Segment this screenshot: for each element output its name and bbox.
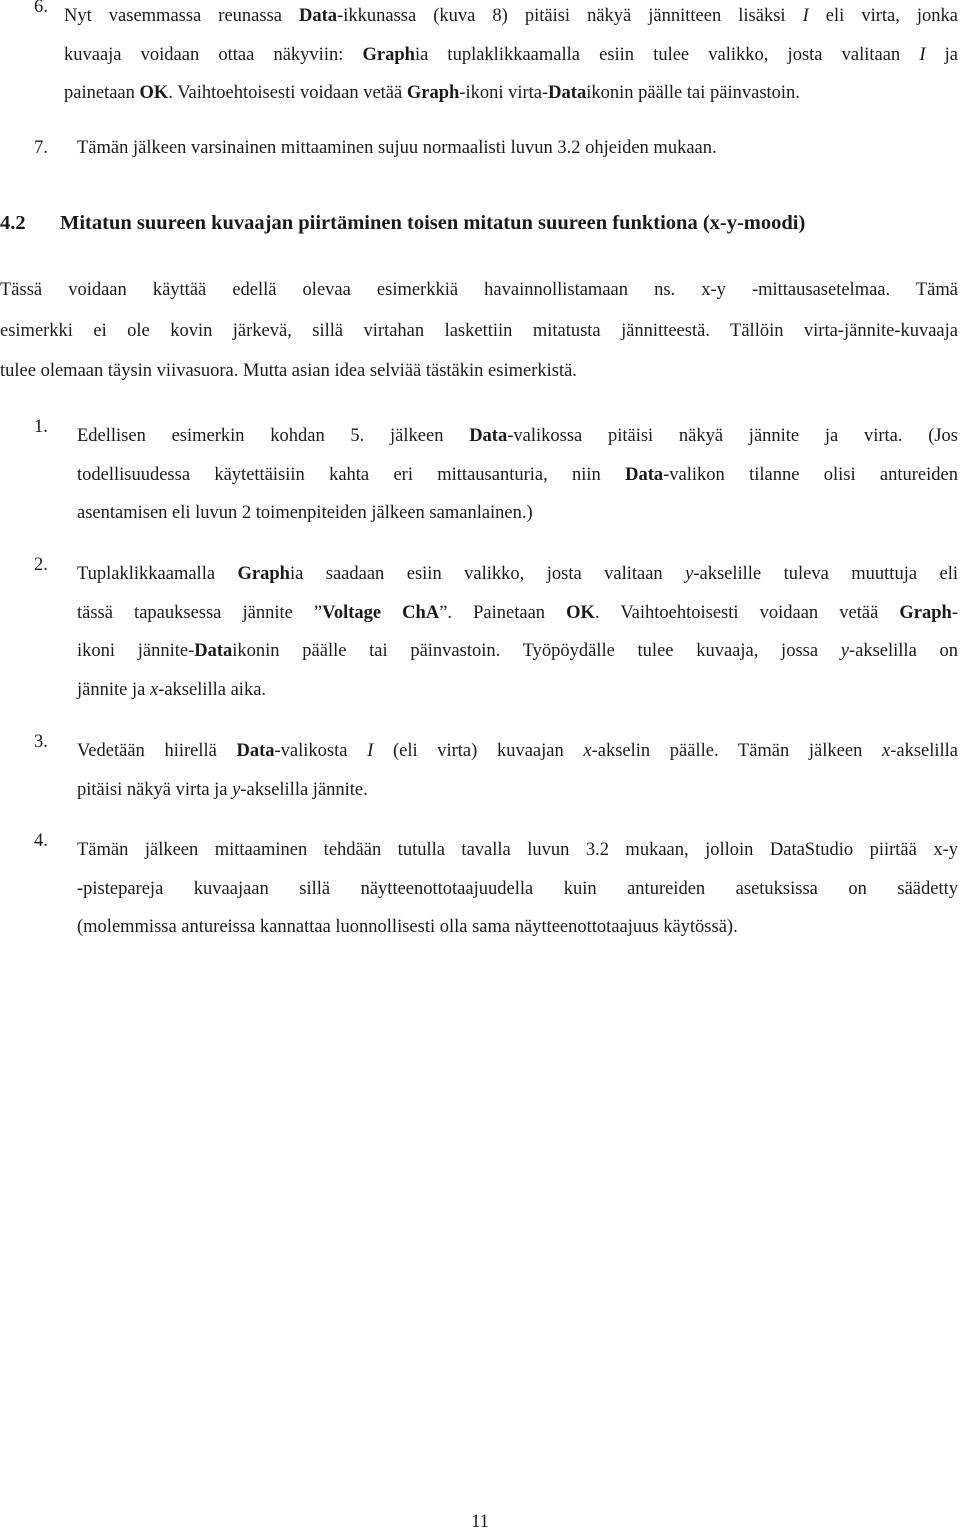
list-number: 1.	[34, 417, 48, 437]
text-line: Vedetään hiirellä Data-valikosta I (eli virta) kuvaajan x-akselin päälle. Tämän jälkeen x-akselilla	[77, 741, 959, 761]
text-line: jännite ja x-akselilla aika.	[77, 679, 267, 700]
list-number: 7.	[34, 138, 48, 158]
text-line: -pistepareja kuvaajaan sillä näytteenottotaajuudella kuin antureiden asetuksissa on säädetty	[77, 878, 958, 899]
text-line: esimerkki ei ole kovin järkevä, sillä virtahan laskettiin mitatusta jännitteestä. Tällöin virta-jännite-kuvaaja	[0, 320, 958, 341]
list-item-text	[64, 0, 958, 113]
list-item-text	[77, 417, 958, 533]
text-line: Tässä voidaan käyttää edellä olevaa esimerkkiä havainnollistamaan ns. x-y -mittausasetelmaa. Tämä	[0, 280, 958, 300]
intro-paragraph	[0, 270, 958, 392]
text-line: Tuplaklikkaamalla Graphia saadaan esiin valikko, josta valitaan y-akselille tuleva muuttuja eli	[77, 564, 958, 584]
section-title: Mitatun suureen kuvaajan piirtäminen toisen mitatun suureen funktiona (x-y-moodi)	[60, 212, 806, 234]
text-line: Edellisen esimerkin kohdan 5. jälkeen Data-valikossa pitäisi näkyä jännite ja virta. (Jos	[77, 426, 959, 446]
text-line: todellisuudessa käytettäisiin kahta eri mittausanturia, niin Data-valikon tilanne olisi antureiden	[77, 464, 958, 485]
text-line: tulee olemaan täysin viivasuora. Mutta asian idea selviää tästäkin esimerkistä.	[0, 361, 577, 381]
list-number: 2.	[34, 555, 48, 575]
section-number: 4.2	[0, 212, 26, 234]
list-number: 4.	[34, 831, 48, 851]
list-item-text	[77, 555, 958, 709]
list-item-text: Tämän jälkeen varsinainen mittaaminen sujuu normaalisti luvun 3.2 ohjeiden mukaan.	[77, 138, 717, 158]
text-line: kuvaaja voidaan ottaa näkyviin: Graphia tuplaklikkaamalla esiin tulee valikko, josta valitaan I ja	[64, 44, 959, 65]
text-line: Nyt vasemmassa reunassa Data-ikkunassa (kuva 8) pitäisi näkyä jännitteen lisäksi I eli virta, jonka	[64, 6, 958, 26]
text-line: (molemmissa antureissa kannattaa luonnollisesti olla sama näytteenottotaajuus käytössä).	[77, 917, 738, 937]
list-number: 3.	[34, 732, 48, 752]
text-line: painetaan OK. Vaihtoehtoisesti voidaan vetää Graph-ikoni virta-Dataikonin päälle tai päinvastoin.	[64, 83, 800, 103]
text-line: pitäisi näkyä virta ja y-akselilla jännite.	[77, 779, 368, 800]
list-number: 6.	[34, 0, 48, 17]
text-line: asentamisen eli luvun 2 toimenpiteiden jälkeen samanlainen.)	[77, 503, 533, 523]
text-line: tässä tapauksessa jännite ”Voltage ChA”. Painetaan OK. Vaihtoehtoisesti voidaan vetää Graph-	[77, 602, 959, 623]
text-line: ikoni jännite-Dataikonin päälle tai päinvastoin. Työpöydälle tulee kuvaaja, jossa y-akselilla on	[77, 641, 958, 661]
list-item-text	[77, 732, 958, 809]
text-line: Tämän jälkeen mittaaminen tehdään tutulla tavalla luvun 3.2 mukaan, jolloin DataStudio piirtää x-y	[77, 840, 958, 860]
page-number: 11	[471, 1512, 489, 1532]
list-item-text	[77, 831, 958, 947]
